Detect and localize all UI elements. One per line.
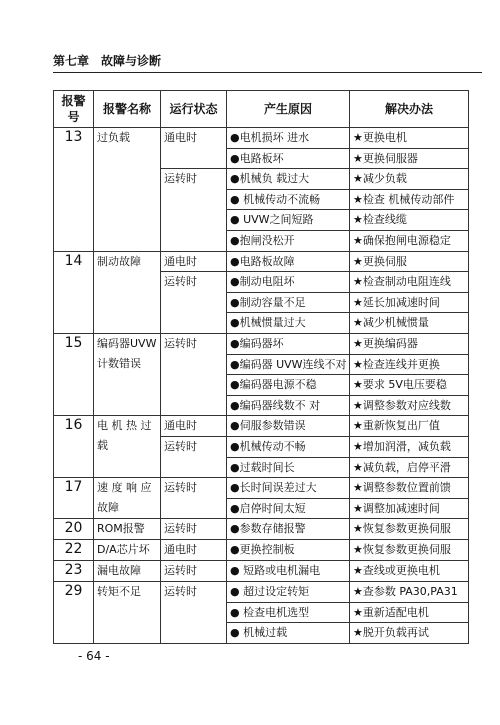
cause-cell: ●编码器线数不 对 <box>227 395 350 416</box>
header-cause: 产生原因 <box>227 91 350 128</box>
alarm-name: 速 度 响 应故障 <box>94 478 161 519</box>
chapter-header: 第七章 故障与诊断 <box>53 54 162 68</box>
alarm-number: 29 <box>54 582 94 644</box>
alarm-name: 编码器UVW计数错误 <box>94 333 161 415</box>
alarm-number: 20 <box>54 519 94 540</box>
cause-cell: ●电路板坏 <box>227 148 350 169</box>
run-state: 运转时 <box>161 436 227 477</box>
alarm-number: 14 <box>54 251 94 333</box>
run-state: 通电时 <box>161 416 227 437</box>
solution-cell: ★延长加减速时间 <box>350 292 469 313</box>
table-row <box>54 519 469 540</box>
run-state: 运转时 <box>161 519 227 540</box>
cause-cell: ●启停时间太短 <box>227 498 350 519</box>
solution-cell: ★确保抱闸电源稳定 <box>350 230 469 251</box>
cause-cell: ● 超过设定转矩 <box>227 582 350 603</box>
solution-cell: ★更换编码器 <box>350 333 469 354</box>
header-alarm-no: 报警号 <box>54 91 94 128</box>
alarm-name: ROM报警 <box>94 519 161 540</box>
run-state: 运转时 <box>161 333 227 415</box>
solution-cell: ★检查线缆 <box>350 210 469 231</box>
cause-cell: ●更换控制板 <box>227 540 350 561</box>
page-number: - 64 - <box>78 649 110 663</box>
cause-cell: ●编码器坏 <box>227 333 350 354</box>
alarm-name: 电 机 热 过载 <box>94 416 161 478</box>
run-state: 通电时 <box>161 540 227 561</box>
cause-cell: ●机械惯量过大 <box>227 313 350 334</box>
cause-cell: ●机械传动不畅 <box>227 436 350 457</box>
alarm-number: 22 <box>54 540 94 561</box>
table-row <box>54 128 469 149</box>
alarm-number: 23 <box>54 561 94 582</box>
cause-cell: ●机械负 载过大 <box>227 169 350 190</box>
table-header-row <box>54 91 469 128</box>
cause-cell: ●制动电阻坏 <box>227 272 350 293</box>
table-row <box>54 582 469 603</box>
table-row <box>54 478 469 499</box>
solution-cell: ★减少机械惯量 <box>350 313 469 334</box>
solution-cell: ★更换电机 <box>350 128 469 149</box>
cause-cell: ●伺服参数错误 <box>227 416 350 437</box>
cause-cell: ● 机械过载 <box>227 623 350 644</box>
solution-cell: ★重新恢复出厂值 <box>350 416 469 437</box>
alarm-name: 转矩不足 <box>94 582 161 644</box>
solution-cell: ★检查制动电阻连线 <box>350 272 469 293</box>
run-state: 运转时 <box>161 169 227 251</box>
run-state: 通电时 <box>161 128 227 169</box>
cause-cell: ● UVW之间短路 <box>227 210 350 231</box>
fault-diagnosis-table <box>53 90 469 644</box>
header-alarm-name: 报警名称 <box>94 91 161 128</box>
run-state: 运转时 <box>161 272 227 334</box>
header-run-state: 运行状态 <box>161 91 227 128</box>
cause-cell: ●编码器 UVW连线不对 <box>227 354 350 375</box>
cause-cell: ●制动容量不足 <box>227 292 350 313</box>
run-state: 运转时 <box>161 561 227 582</box>
solution-cell: ★恢复参数更换伺服 <box>350 519 469 540</box>
solution-cell: ★重新适配电机 <box>350 602 469 623</box>
cause-cell: ●电路板故障 <box>227 251 350 272</box>
alarm-number: 16 <box>54 416 94 478</box>
solution-cell: ★调整加减速时间 <box>350 498 469 519</box>
solution-cell: ★脱开负载再试 <box>350 623 469 644</box>
cause-cell: ● 检查电机选型 <box>227 602 350 623</box>
header-rule <box>53 72 482 73</box>
header-solution: 解决办法 <box>350 91 469 128</box>
table-body <box>54 128 469 644</box>
alarm-name: D/A芯片坏 <box>94 540 161 561</box>
cause-cell: ●长时间误差过大 <box>227 478 350 499</box>
cause-cell: ●过载时间长 <box>227 457 350 478</box>
run-state: 运转时 <box>161 582 227 644</box>
solution-cell: ★调整参数对应线数 <box>350 395 469 416</box>
alarm-name: 过负载 <box>94 128 161 252</box>
cause-cell: ●编码器电源不稳 <box>227 375 350 396</box>
run-state: 运转时 <box>161 478 227 519</box>
cause-cell: ●电机损坏 进水 <box>227 128 350 149</box>
alarm-name: 制动故障 <box>94 251 161 333</box>
solution-cell: ★更换伺服 <box>350 251 469 272</box>
table-row <box>54 333 469 354</box>
solution-cell: ★要求 5V电压要稳 <box>350 375 469 396</box>
solution-cell: ★减负载，启停平滑 <box>350 457 469 478</box>
solution-cell: ★增加润滑，减负载 <box>350 436 469 457</box>
solution-cell: ★更换伺服器 <box>350 148 469 169</box>
cause-cell: ●参数存储报警 <box>227 519 350 540</box>
run-state: 通电时 <box>161 251 227 272</box>
solution-cell: ★查参数 PA30,PA31 <box>350 582 469 603</box>
table-row <box>54 561 469 582</box>
table-row <box>54 251 469 272</box>
table-row <box>54 416 469 437</box>
cause-cell: ● 短路或电机漏电 <box>227 561 350 582</box>
alarm-number: 17 <box>54 478 94 519</box>
cause-cell: ● 机械传动不流畅 <box>227 189 350 210</box>
alarm-number: 13 <box>54 128 94 252</box>
solution-cell: ★调整参数位置前馈 <box>350 478 469 499</box>
alarm-name: 漏电故障 <box>94 561 161 582</box>
solution-cell: ★检查连线并更换 <box>350 354 469 375</box>
cause-cell: ●抱闸没松开 <box>227 230 350 251</box>
solution-cell: ★查线或更换电机 <box>350 561 469 582</box>
solution-cell: ★减少负载 <box>350 169 469 190</box>
solution-cell: ★恢复参数更换伺服 <box>350 540 469 561</box>
solution-cell: ★检查 机械传动部件 <box>350 189 469 210</box>
alarm-number: 15 <box>54 333 94 415</box>
table-row <box>54 540 469 561</box>
